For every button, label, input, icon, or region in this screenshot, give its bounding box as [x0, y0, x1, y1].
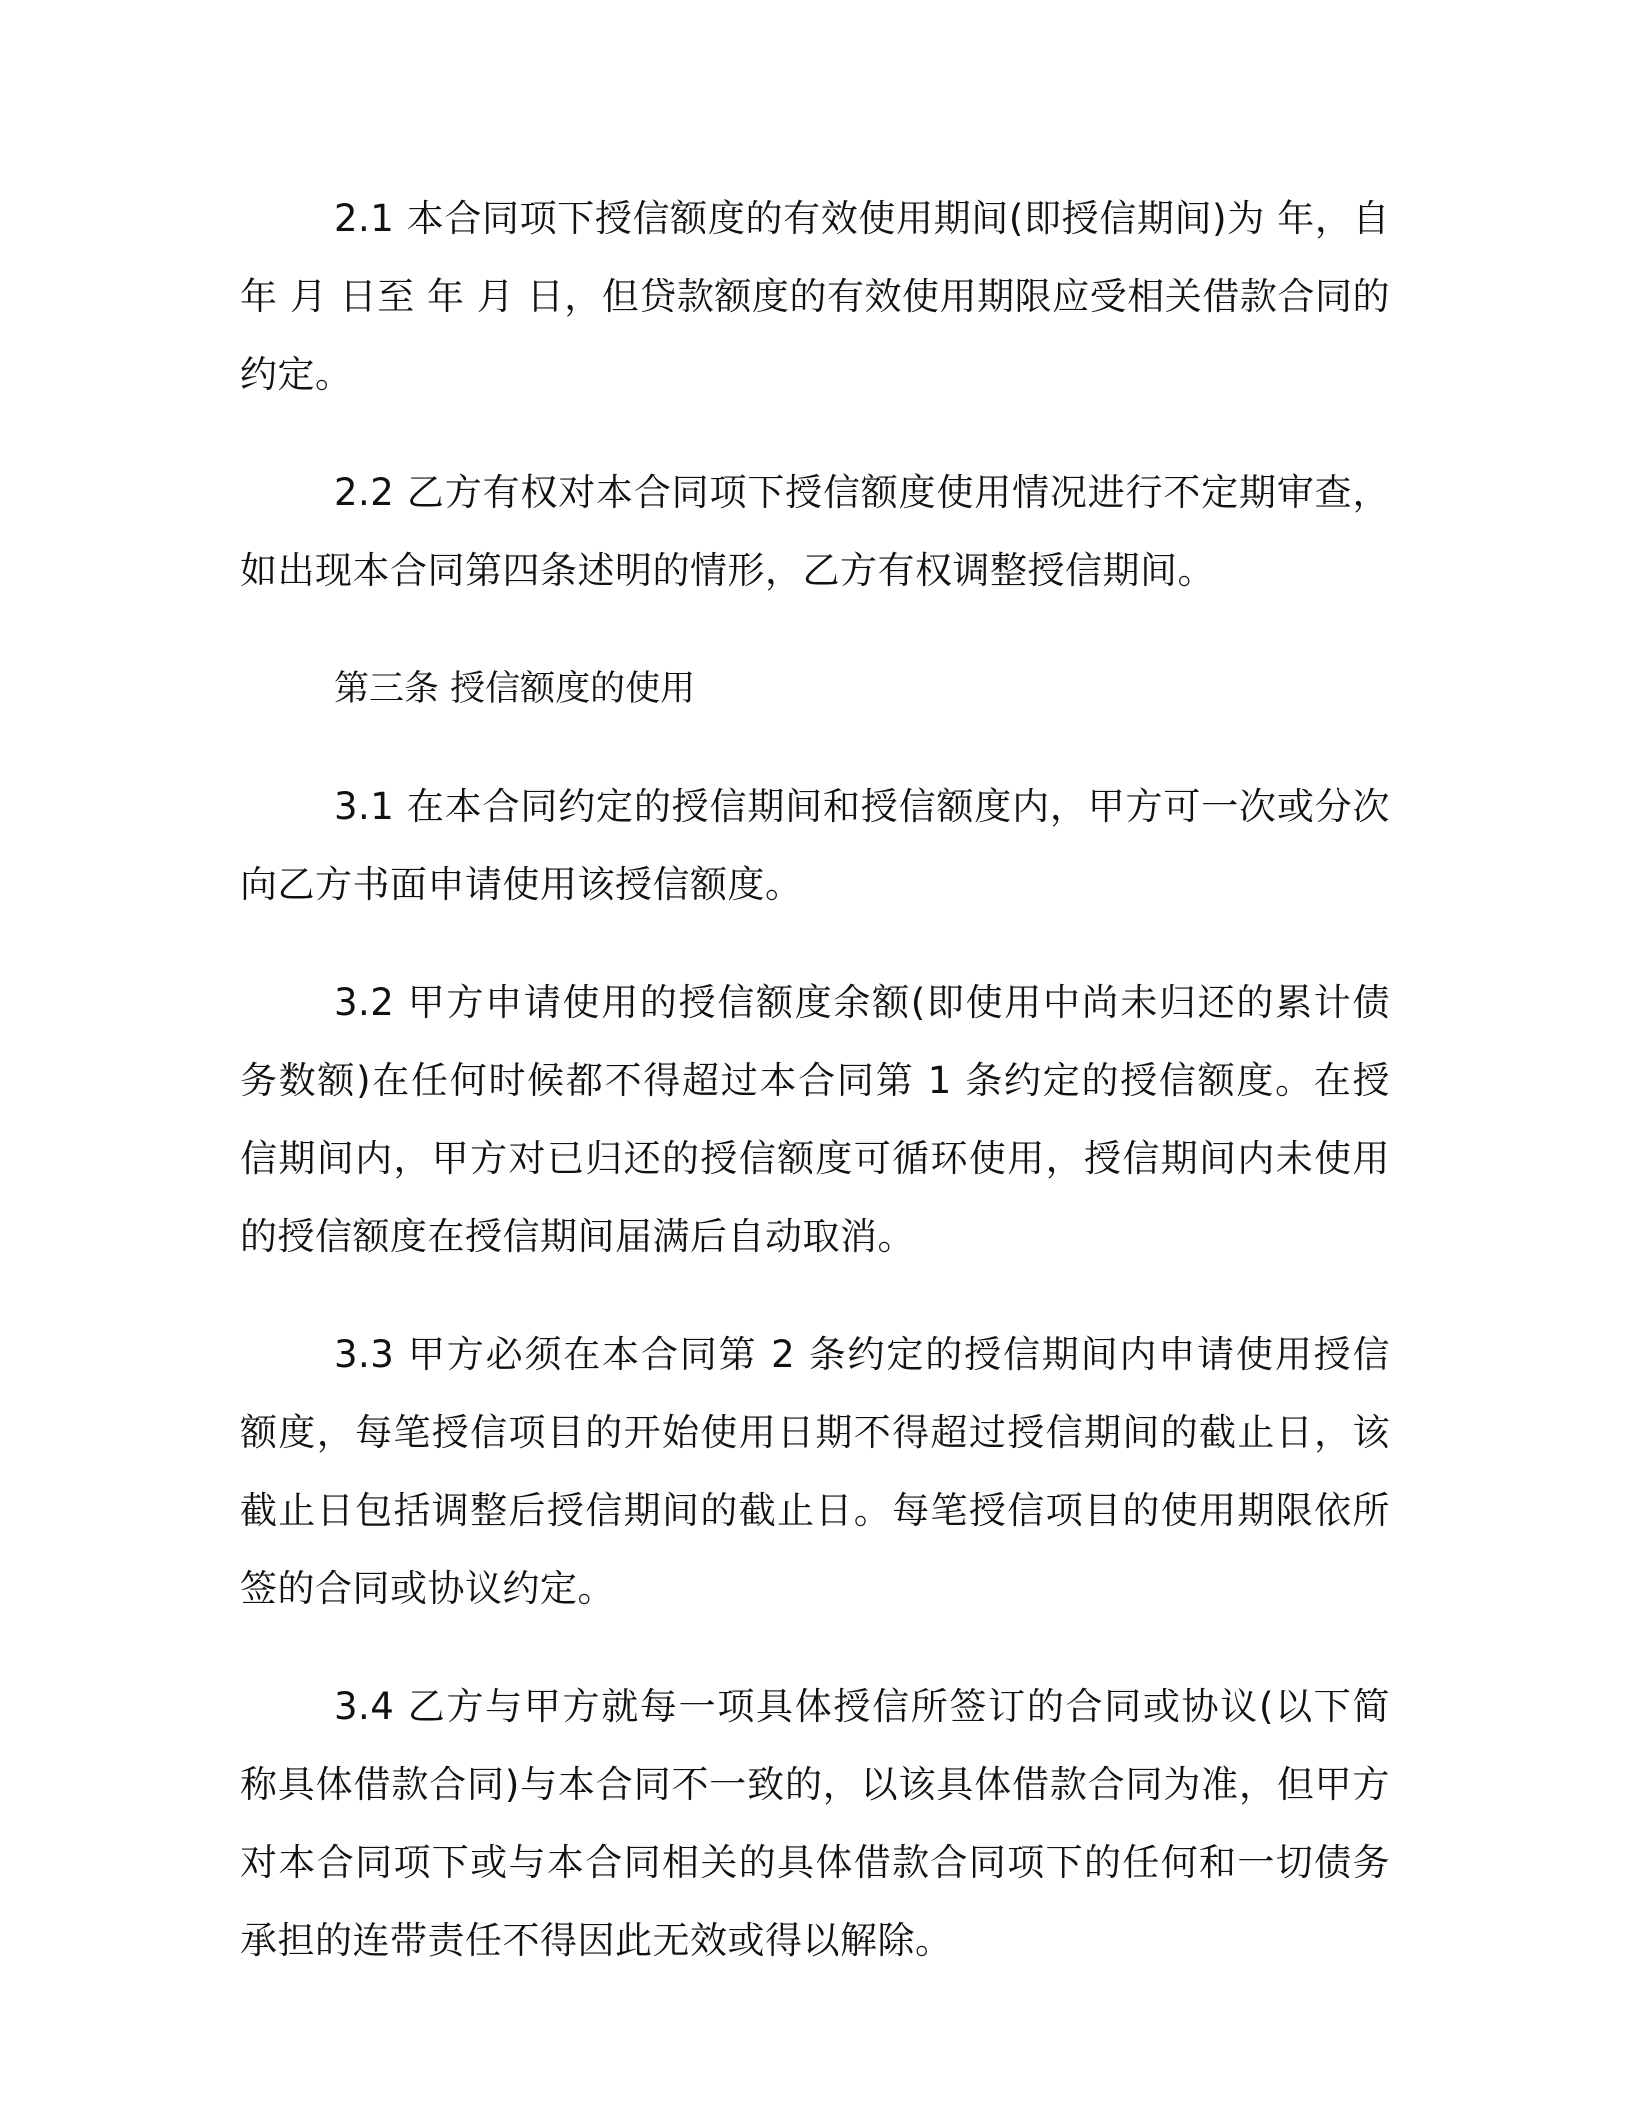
paragraph-gap [240, 728, 1390, 768]
clause-3-3: 3.3 甲方必须在本合同第 2 条约定的授信期间内申请使用授信额度，每笔授信项目的开始使用日期不得超过授信期间的截止日，该截止日包括调整后授信期间的截止日。每笔授信项目的使用期限依所签的合同或协议约定。 [240, 1333, 1390, 1610]
article-3-heading: 第三条 授信额度的使用 [334, 669, 696, 709]
clause-3-2: 3.2 甲方申请使用的授信额度余额(即使用中尚未归还的累计债务数额)在任何时候都不得超过本合同第 1 条约定的授信额度。在授信期间内，甲方对已归还的授信额度可循环使用，授信期间内未使用的授信额度在授信期间届满后自动取消。 [240, 981, 1390, 1258]
document-body [240, 180, 1390, 1980]
clause-3-1: 3.1 在本合同约定的授信期间和授信额度内，甲方可一次或分次向乙方书面申请使用该授信额度。 [240, 785, 1390, 906]
paragraph-gap [240, 1276, 1390, 1316]
clause-2-2: 2.2 乙方有权对本合同项下授信额度使用情况进行不定期审查，如出现本合同第四条述明的情形，乙方有权调整授信期间。 [240, 471, 1390, 592]
clause-2-1: 2.1 本合同项下授信额度的有效使用期间(即授信期间)为 年，自 年 月 日至 年 月 日，但贷款额度的有效使用期限应受相关借款合同的约定。 [240, 197, 1390, 396]
paragraph-gap [240, 414, 1390, 454]
clause-3-4: 3.4 乙方与甲方就每一项具体授信所签订的合同或协议(以下简称具体借款合同)与本合同不一致的，以该具体借款合同为准，但甲方对本合同项下或与本合同相关的具体借款合同项下的任何和一切债务承担的连带责任不得因此无效或得以解除。 [240, 1685, 1390, 1962]
paragraph-gap [240, 1628, 1390, 1668]
paragraph-gap [240, 924, 1390, 964]
paragraph-gap [240, 610, 1390, 650]
